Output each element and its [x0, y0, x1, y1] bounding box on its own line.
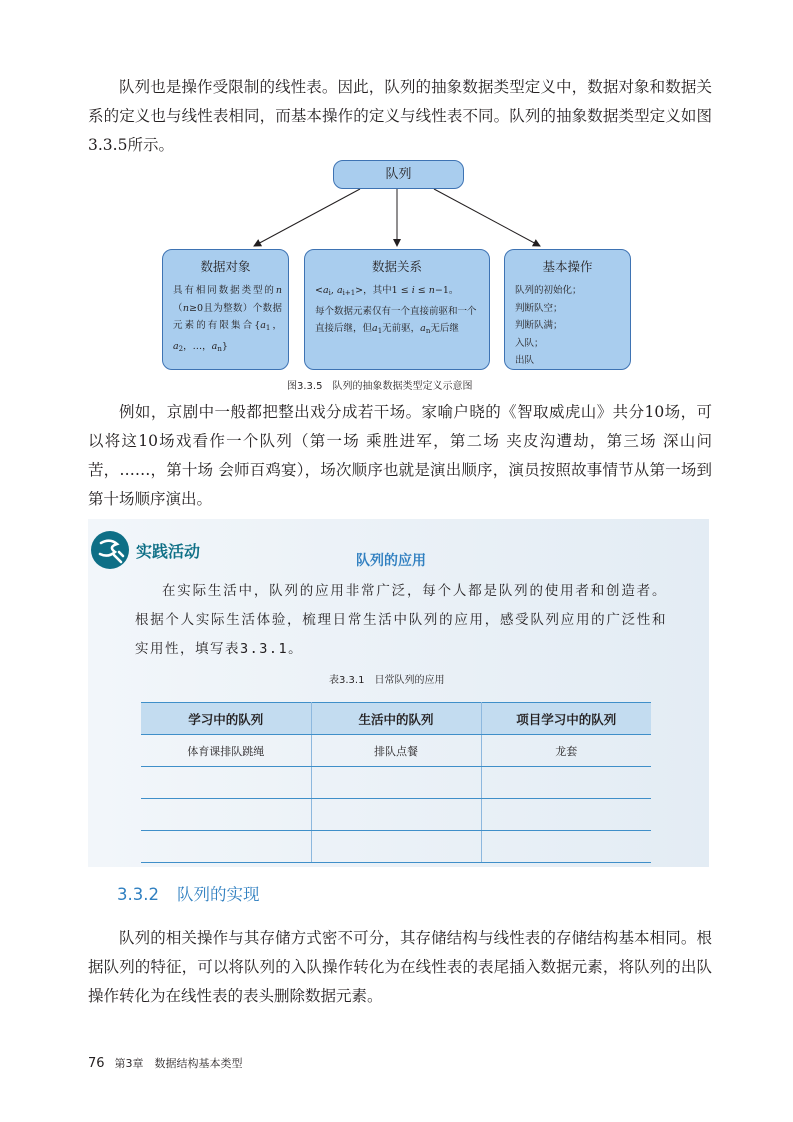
table-cell[interactable] — [141, 799, 311, 831]
table-cell[interactable] — [481, 799, 651, 831]
example-paragraph: 例如，京剧中一般都把整出戏分成若干场。家喻户晓的《智取威虎山》共分10场，可以将这10场戏看作一个队列（第一场 乘胜进军，第二场 夹皮沟遭劫，第三场 深山问苦，……，第十场 会师百鸡宴），场次顺序也就是演出顺序，演员按照故事情节从第一场到第十场顺序演出。 — [88, 403, 712, 508]
section-title: 队列的实现 — [176, 885, 260, 904]
activity-icon — [90, 530, 130, 570]
chapter-label: 第3章 数据结构基本类型 — [114, 1057, 243, 1070]
section-number: 3.3.2 — [117, 885, 159, 904]
diagram-root-box — [333, 160, 464, 189]
diagram-operations-box — [504, 249, 631, 370]
operation-item: 出队 — [515, 355, 535, 366]
column-header-study: 学习中的队列 — [141, 703, 311, 735]
arrow-to-operations — [434, 189, 540, 246]
operations-list — [515, 282, 630, 370]
table-row — [141, 767, 651, 799]
operations-title: 基本操作 — [542, 259, 593, 274]
diagram-root-label: 队列 — [385, 167, 412, 182]
activity-label: 实践活动 — [136, 542, 201, 561]
operation-item: 判断队空； — [515, 302, 563, 314]
activity-body: 在实际生活中，队列的应用非常广泛，每个人都是队列的使用者和创造者。根据个人实际生活体验，梳理日常生活中队列的应用，感受队列应用的广泛性和实用性，填写表3.3.1。 — [135, 583, 667, 657]
intro-paragraph: 队列也是操作受限制的线性表。因此，队列的抽象数据类型定义中，数据对象和数据关系的定义也与线性表相同，而基本操作的定义与线性表不同。队列的抽象数据类型定义如图3.3.5所示。 — [88, 78, 712, 154]
queue-applications-table — [141, 702, 651, 863]
figure-caption: 图3.3.5 队列的抽象数据类型定义示意图 — [287, 381, 473, 392]
activity-subtitle: 队列的应用 — [356, 553, 426, 569]
data-relation-text: $<a_i$, $a_{i+1}>$，其中1 ≤ i ≤ n−1。 每个数据元素仅有一个直接前驱和一个直接后继，但$a_1$无前驱，$a_n$无后继 — [315, 285, 477, 335]
data-object-title: 数据对象 — [200, 259, 251, 274]
table-cell[interactable] — [311, 831, 481, 863]
table-cell[interactable] — [141, 767, 311, 799]
operation-item: 判断队满； — [515, 320, 563, 331]
column-header-project: 项目学习中的队列 — [481, 703, 651, 735]
table-row — [141, 799, 651, 831]
table-cell[interactable] — [141, 831, 311, 863]
column-header-life: 生活中的队列 — [311, 703, 481, 735]
table-cell[interactable]: 体育课排队跳绳 — [141, 735, 311, 767]
section-heading — [117, 881, 259, 905]
table-caption: 表3.3.1 日常队列的应用 — [329, 675, 445, 686]
diagram-data-relation-box — [304, 249, 490, 370]
table-row — [141, 831, 651, 863]
table-cell[interactable] — [311, 799, 481, 831]
table-cell[interactable] — [481, 767, 651, 799]
diagram-data-object-box — [162, 249, 289, 370]
table-cell[interactable]: 排队点餐 — [311, 735, 481, 767]
operation-item: 入队； — [515, 337, 544, 349]
table-cell[interactable] — [311, 767, 481, 799]
arrow-to-data-object — [254, 189, 360, 246]
page-footer — [88, 1055, 243, 1071]
table-header-row — [141, 703, 651, 735]
data-relation-title: 数据关系 — [371, 259, 422, 274]
data-object-text: 具有相同数据类型的n（n≥0且为整数）个数据元素的有限集合{$a_1$，$a_2$，…，$a_n$} — [173, 285, 282, 353]
operation-item: 队列的初始化； — [515, 285, 582, 296]
table-row — [141, 735, 651, 767]
implementation-paragraph: 队列的相关操作与其存储方式密不可分，其存储结构与线性表的存储结构基本相同。根据队列的特征，可以将队列的入队操作转化为在线性表的表尾插入数据元素，将队列的出队操作转化为在线性表的表头删除数据元素。 — [88, 929, 712, 1005]
table-cell[interactable]: 龙套 — [481, 735, 651, 767]
page-number: 76 — [88, 1056, 105, 1071]
table-cell[interactable] — [481, 831, 651, 863]
